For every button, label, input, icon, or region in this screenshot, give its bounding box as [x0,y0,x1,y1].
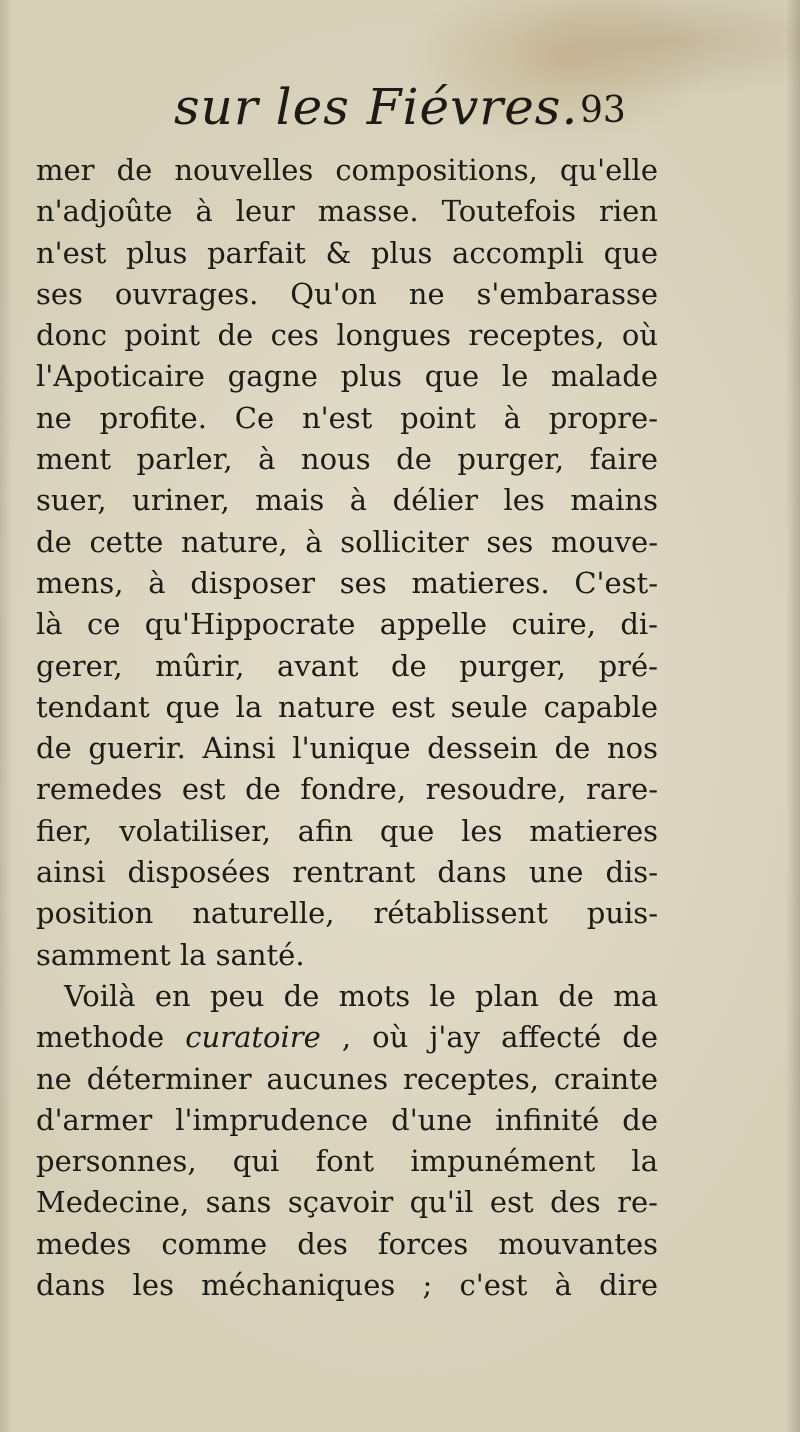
text-line: n'adjoûte à leur masse. Toutefois rien [36,194,658,229]
text-line: ses ouvrages. Qu'on ne s'embarasse [36,276,658,311]
text-line: l'Apoticaire gagne plus que le malade [36,359,658,394]
text-line: donc point de ces longues receptes, où [36,318,658,353]
page-edge-shadow-left [0,0,12,1432]
page-number: 93 [580,90,626,131]
paragraph-2 [36,976,658,1306]
text-line: de cette nature, à solliciter ses mouve- [36,524,658,559]
text-line: d'armer l'imprudence d'une infinité de [36,1102,658,1137]
page-edge-shadow-right [786,0,800,1432]
text-line: personnes, qui font impunément la [36,1144,658,1179]
italic-term: curatoire [185,1020,321,1055]
text-line: position naturelle, rétablissent puis- [36,896,658,931]
text-line: là ce qu'Hippocrate appelle cuire, di- [36,607,658,642]
text-line: Voilà en peu de mots le plan de ma [64,978,658,1013]
paragraph-1 [36,150,658,976]
text-line: ainsi disposées rentrant dans une dis- [36,855,658,890]
text-line: mer de nouvelles compositions, qu'elle [36,153,658,187]
body-text [36,150,658,1306]
text-line: Medecine, sans sçavoir qu'il est des re- [36,1185,658,1220]
text-run: methode [36,1020,165,1055]
text-line: n'est plus parfait & plus accompli que [36,235,658,270]
text-line: samment la santé. [36,937,305,972]
text-line: medes comme des forces mouvantes [36,1226,658,1261]
text-line: fier, volatiliser, afin que les matieres [36,813,658,848]
text-line: tendant que la nature est seule capable [36,689,658,724]
text-line: ne déterminer aucunes receptes, crainte [36,1061,658,1096]
text-line: ne profite. Ce n'est point à propre- [36,400,658,435]
text-line: ment parler, à nous de purger, faire [36,442,658,477]
text-run: , où j'ay affecté de [341,1020,658,1055]
text-line: suer, uriner, mais à délier les mains [36,483,658,518]
text-line: dans les méchaniques ; c'est à dire [36,1268,658,1303]
text-line: gerer, mûrir, avant de purger, pré- [36,648,658,683]
running-head: sur les Fiévres. [174,78,579,136]
text-line: mens, à disposer ses matieres. C'est- [36,565,658,600]
text-line: remedes est de fondre, resoudre, rare- [36,772,658,807]
text-line-with-italic [36,1017,658,1058]
page-header [40,78,640,148]
text-line: de guerir. Ainsi l'unique dessein de nos [36,731,658,766]
